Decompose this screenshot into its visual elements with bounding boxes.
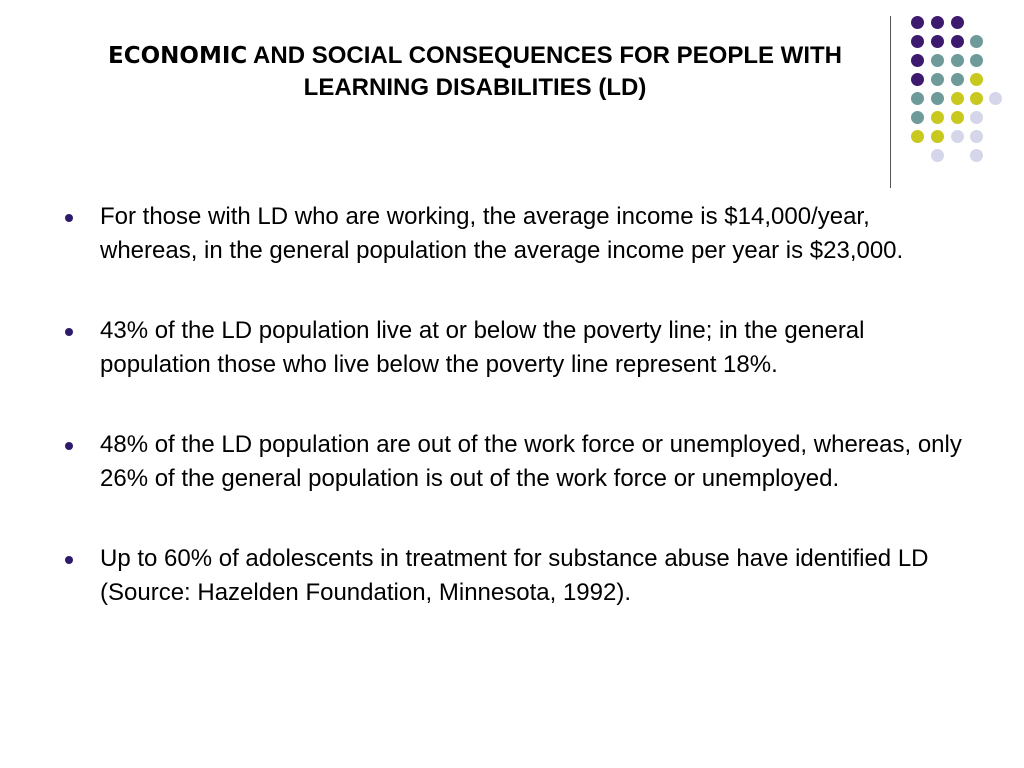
decorative-dot [970, 35, 983, 48]
decorative-dot [951, 54, 964, 67]
bullet-dot-icon [65, 214, 73, 222]
decorative-dot [951, 130, 964, 143]
bullet-text: For those with LD who are working, the average income is $14,000/year, whereas, in the general population the average income per year is $23,000. [100, 203, 904, 264]
decorative-dot [931, 130, 944, 143]
decorative-dot [931, 92, 944, 105]
decorative-dot [911, 35, 924, 48]
bullet-dot-icon [65, 442, 73, 450]
decorative-dot [970, 149, 983, 162]
decorative-dot [911, 92, 924, 105]
decorative-dot [970, 54, 983, 67]
slide-title-rest: AND SOCIAL CONSEQUENCES FOR PEOPLE WITH LEARNING DISABILITIES (LD) [247, 42, 842, 101]
decorative-dot [931, 73, 944, 86]
bullet-item [62, 200, 962, 268]
slide-title-first-word: ECONOMIC [108, 43, 248, 69]
decorative-dot [931, 111, 944, 124]
decorative-dot [911, 54, 924, 67]
decorative-dot [931, 149, 944, 162]
decorative-dot [931, 54, 944, 67]
decorative-dot [970, 73, 983, 86]
bullet-dot-icon [65, 328, 73, 336]
decorative-dot [911, 73, 924, 86]
bullet-list [62, 200, 962, 656]
bullet-text: 43% of the LD population live at or below the poverty line; in the general population those who live below the poverty line represent 18%. [100, 317, 865, 378]
decorative-dot [951, 73, 964, 86]
decorative-dot [911, 16, 924, 29]
decorative-dot [970, 111, 983, 124]
decorative-dot [951, 92, 964, 105]
bullet-text: Up to 60% of adolescents in treatment for substance abuse have identified LD (Source: Hazelden Foundation, Minnesota, 1992). [100, 545, 929, 606]
slide-title [60, 40, 890, 104]
bullet-text: 48% of the LD population are out of the work force or unemployed, whereas, only 26% of the general population is out of the work force or unemployed. [100, 431, 962, 492]
bullet-item [62, 428, 962, 496]
decorative-dot [951, 16, 964, 29]
decorative-dot [951, 35, 964, 48]
decorative-dot [970, 130, 983, 143]
decorative-dot [911, 111, 924, 124]
decorative-dot [931, 35, 944, 48]
decorative-dot [951, 111, 964, 124]
bullet-item [62, 314, 962, 382]
decorative-dot [911, 130, 924, 143]
bullet-item [62, 542, 962, 610]
bullet-dot-icon [65, 556, 73, 564]
decorative-dot [931, 16, 944, 29]
title-divider-line [890, 16, 891, 188]
decorative-dot [970, 92, 983, 105]
decorative-dot [989, 92, 1002, 105]
